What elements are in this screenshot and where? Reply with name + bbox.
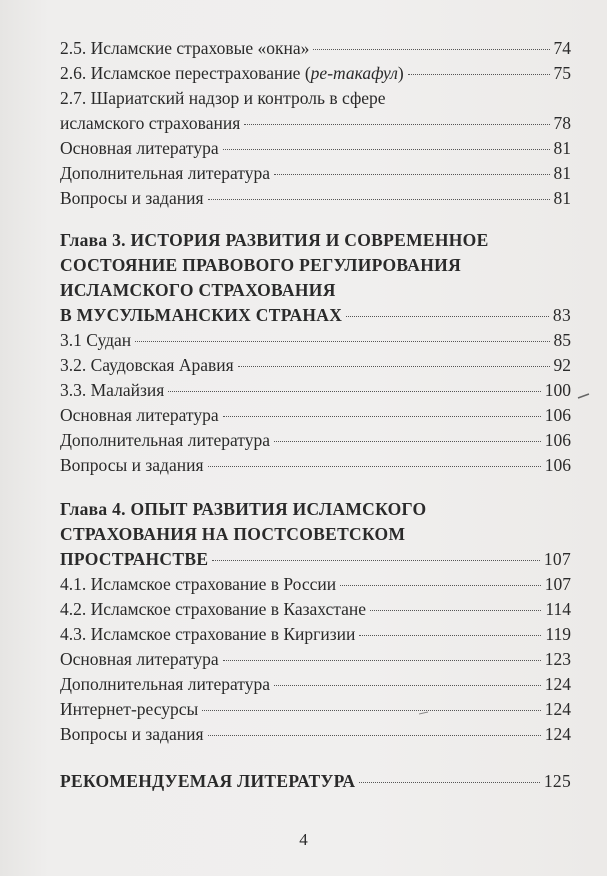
toc-entry-page: 123 bbox=[544, 649, 571, 669]
toc-entry-page: 119 bbox=[545, 624, 571, 644]
toc-entry bbox=[60, 428, 571, 453]
toc-entry-page: 85 bbox=[553, 330, 571, 350]
leader-dots bbox=[208, 199, 550, 200]
toc-entry bbox=[60, 328, 571, 353]
toc-entry bbox=[60, 647, 571, 672]
chapter-page: 107 bbox=[543, 549, 571, 569]
page-number: 4 bbox=[299, 830, 308, 849]
toc-entry-page: 106 bbox=[544, 405, 571, 425]
toc-entry-label: Дополнительная литература bbox=[60, 430, 270, 450]
pencil-mark bbox=[577, 392, 591, 400]
toc-entry-label: Вопросы и задания bbox=[60, 455, 204, 475]
leader-dots bbox=[274, 685, 541, 686]
toc-entry-page: 124 bbox=[544, 724, 571, 744]
toc-entry-page: 81 bbox=[553, 188, 571, 208]
table-of-contents bbox=[60, 36, 571, 794]
chapter-title-line: Глава 4. ОПЫТ РАЗВИТИЯ ИСЛАМСКОГО bbox=[60, 499, 427, 519]
recommended-literature-page: 125 bbox=[543, 771, 571, 791]
toc-entry bbox=[60, 403, 571, 428]
chapter-title-last-line: ПРОСТРАНСТВЕ bbox=[60, 549, 209, 569]
pencil-mark bbox=[418, 710, 430, 716]
toc-entry bbox=[60, 622, 571, 647]
leader-dots bbox=[238, 366, 550, 367]
toc-entry-label-line: 2.7. Шариатский надзор и контроль в сфере bbox=[60, 88, 386, 108]
leader-dots bbox=[168, 391, 540, 392]
toc-entry-label bbox=[60, 61, 404, 86]
toc-entry bbox=[60, 378, 571, 403]
leader-dots bbox=[274, 174, 550, 175]
chapter-title-line: СОСТОЯНИЕ ПРАВОВОГО РЕГУЛИРОВАНИЯ bbox=[60, 255, 462, 275]
chapter-entry bbox=[60, 303, 571, 328]
recommended-literature-entry bbox=[60, 769, 571, 794]
chapter-title-last-line: В МУСУЛЬМАНСКИХ СТРАНАХ bbox=[60, 305, 343, 325]
toc-entry bbox=[60, 111, 571, 136]
leader-dots bbox=[223, 660, 541, 661]
toc-entry-page: 74 bbox=[553, 38, 571, 58]
chapter-title-line: СТРАХОВАНИЯ НА ПОСТСОВЕТСКОМ bbox=[60, 524, 406, 544]
toc-entry-page: 114 bbox=[545, 599, 571, 619]
chapter-title-line: Глава 3. ИСТОРИЯ РАЗВИТИЯ И СОВРЕМЕННОЕ bbox=[60, 230, 489, 250]
leader-dots bbox=[359, 782, 540, 783]
recommended-literature-label: РЕКОМЕНДУЕМАЯ ЛИТЕРАТУРА bbox=[60, 771, 356, 791]
label-part: ) bbox=[397, 63, 404, 83]
toc-entry-page: 107 bbox=[544, 574, 571, 594]
toc-entry bbox=[60, 36, 571, 61]
toc-entry-label: 4.3. Исламское страхование в Киргизии bbox=[60, 624, 356, 644]
toc-entry bbox=[60, 161, 571, 186]
leader-dots bbox=[346, 316, 549, 317]
toc-entry-label: 3.3. Малайзия bbox=[60, 380, 165, 400]
toc-entry-page: 92 bbox=[553, 355, 571, 375]
leader-dots bbox=[370, 610, 541, 611]
leader-dots bbox=[223, 416, 541, 417]
chapter-page: 83 bbox=[552, 305, 571, 325]
toc-entry-label: Основная литература bbox=[60, 138, 219, 158]
leader-dots bbox=[135, 341, 549, 342]
toc-entry-label: 3.1 Судан bbox=[60, 330, 132, 350]
toc-entry-label: Основная литература bbox=[60, 649, 219, 669]
toc-entry bbox=[60, 136, 571, 161]
toc-entry-label: 2.5. Исламские страховые «окна» bbox=[60, 38, 310, 58]
toc-entry-page: 124 bbox=[544, 699, 571, 719]
toc-entry-label: исламского страхования bbox=[60, 113, 241, 133]
leader-dots bbox=[212, 560, 540, 561]
toc-entry-label: Вопросы и задания bbox=[60, 724, 204, 744]
toc-entry-label: Вопросы и задания bbox=[60, 188, 204, 208]
label-part: 2.6. Исламское перестрахование ( bbox=[60, 63, 311, 83]
toc-entry bbox=[60, 722, 571, 747]
chapter-title-line: ИСЛАМСКОГО СТРАХОВАНИЯ bbox=[60, 280, 336, 300]
leader-dots bbox=[208, 466, 541, 467]
toc-entry-page: 106 bbox=[544, 430, 571, 450]
toc-entry bbox=[60, 597, 571, 622]
toc-entry-page: 81 bbox=[553, 163, 571, 183]
leader-dots bbox=[274, 441, 541, 442]
toc-entry-label: Основная литература bbox=[60, 405, 219, 425]
leader-dots bbox=[359, 635, 541, 636]
leader-dots bbox=[202, 710, 540, 711]
toc-entry bbox=[60, 697, 571, 722]
leader-dots bbox=[208, 735, 541, 736]
leader-dots bbox=[340, 585, 541, 586]
toc-entry-page: 75 bbox=[553, 63, 571, 83]
toc-entry-label: Дополнительная литература bbox=[60, 674, 270, 694]
chapter-entry bbox=[60, 547, 571, 572]
leader-dots bbox=[244, 124, 549, 125]
toc-entry bbox=[60, 453, 571, 478]
toc-entry-label: 4.1. Исламское страхование в России bbox=[60, 574, 337, 594]
toc-entry-label: 3.2. Саудовская Аравия bbox=[60, 355, 234, 375]
toc-entry bbox=[60, 672, 571, 697]
toc-entry-page: 78 bbox=[553, 113, 571, 133]
toc-entry-label: Дополнительная литература bbox=[60, 163, 270, 183]
toc-entry bbox=[60, 186, 571, 211]
toc-entry-page: 124 bbox=[544, 674, 571, 694]
toc-entry-page: 81 bbox=[553, 138, 571, 158]
toc-entry bbox=[60, 353, 571, 378]
toc-entry-label: Интернет-ресурсы bbox=[60, 699, 199, 719]
toc-entry bbox=[60, 572, 571, 597]
leader-dots bbox=[408, 74, 550, 75]
toc-entry-page: 106 bbox=[544, 455, 571, 475]
leader-dots bbox=[223, 149, 550, 150]
toc-entry-label: 4.2. Исламское страхование в Казахстане bbox=[60, 599, 367, 619]
label-italic-part: ре-такафул bbox=[310, 63, 398, 83]
leader-dots bbox=[313, 49, 549, 50]
toc-entry-page: 100 bbox=[544, 380, 571, 400]
toc-entry bbox=[60, 61, 571, 86]
